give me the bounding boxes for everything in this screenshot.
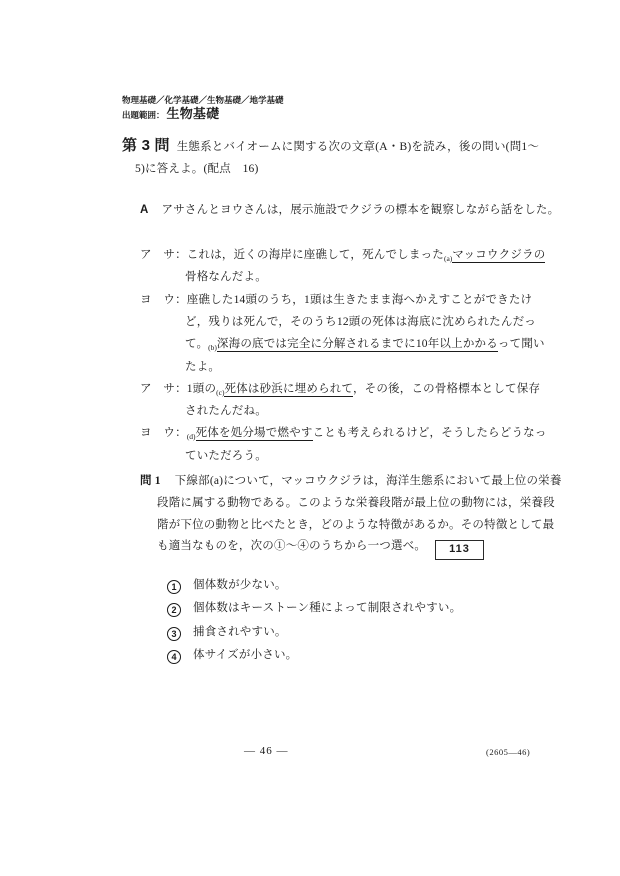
page-number: — 46 —: [244, 745, 289, 757]
dialogue-line: [140, 248, 545, 266]
underlined-phrase: マッコウクジラの: [452, 249, 546, 261]
section-a-intro: [140, 203, 559, 218]
text-run: て。: [185, 338, 209, 350]
text-run: ア サ：1頭の: [140, 383, 217, 395]
text-run: ア サ：これは，近くの海岸に座礁して，死んでしまった: [140, 249, 444, 261]
option-number-circle: 4: [167, 650, 181, 664]
option-label: 個体数はキーストーン種によって制限されやすい。: [193, 602, 462, 614]
question1-stem-text: 下線部(a)について，マッコウクジラは，海洋生態系において最上位の栄養: [174, 475, 562, 487]
dialogue-line: [140, 426, 547, 444]
annotation-marker: (b): [208, 343, 217, 352]
scope-label: 出題範囲：: [122, 110, 165, 120]
text-run: 骨格なんだよ。: [185, 271, 267, 283]
text-run: ど，残りは死んで，そのうち12頭の死体は海底に沈められたんだっ: [185, 316, 536, 328]
exam-scope-line: [122, 106, 219, 123]
text-run: たよ。: [185, 361, 221, 373]
dialogue-line: [185, 404, 267, 419]
option-number-circle: 1: [167, 580, 181, 594]
question3-lead: 生態系とバイオームに関する次の文章(A・B)を読み，後の問い(問1～: [176, 141, 540, 153]
annotation-marker: (c): [216, 388, 225, 397]
option-label: 個体数が少ない。: [193, 579, 287, 591]
question1-stem-line: [157, 496, 555, 511]
dialogue-line: [140, 382, 540, 400]
dialogue-line: [185, 449, 267, 464]
underlined-phrase: 死体を処分場で燃やす: [195, 427, 313, 439]
section-a-label: A: [140, 204, 149, 216]
dialogue-line: [185, 315, 536, 330]
question3-heading-line2: [135, 162, 259, 177]
dialogue-line: [185, 270, 267, 285]
question3-lead: 5)に答えよ。(配点 16): [135, 163, 259, 175]
dialogue-line: [185, 360, 220, 375]
text-run: されたんだね。: [185, 405, 267, 417]
question3-number: 第 3 問: [122, 137, 170, 154]
option-label: 体サイズが小さい。: [193, 649, 298, 661]
booklet-code: (2605—46): [486, 747, 531, 757]
annotation-marker: (a): [443, 254, 453, 263]
dialogue-line: [140, 293, 532, 308]
text-run: ていただろう。: [185, 450, 267, 462]
scope-title: 生物基礎: [166, 106, 220, 121]
question1-stem-line: [140, 474, 562, 489]
subject-list: 物理基礎／化学基礎／生物基礎／地学基礎: [122, 95, 284, 105]
option-number-circle: 3: [167, 627, 181, 641]
underlined-phrase: 深海の底では完全に分解されるまでに10年以上かかる: [216, 338, 498, 350]
option-row: [167, 648, 297, 664]
question1-stem-line: [157, 539, 484, 560]
question1-label: 問 1: [140, 475, 161, 487]
underlined-phrase: 死体は砂浜に埋められて: [224, 383, 353, 395]
option-row: [167, 625, 287, 641]
annotation-marker: (d): [186, 432, 196, 441]
question3-heading: [122, 138, 539, 155]
text-run: ，その後，この骨格標本として保存: [352, 383, 541, 395]
text-run: ヨ ウ：: [140, 427, 187, 439]
question1-stem-text: も適当なものを，次の①～④のうちから一つ選べ。: [157, 540, 427, 552]
text-run: って聞い: [497, 338, 545, 350]
option-row: [167, 601, 461, 617]
option-row: [167, 578, 287, 594]
dialogue-line: [185, 337, 545, 355]
option-label: 捕食されやすい。: [193, 626, 287, 638]
text-run: ことも考えられるけど，そうしたらどうなっ: [312, 427, 547, 439]
question1-stem-line: [157, 518, 554, 533]
option-number-circle: 2: [167, 603, 181, 617]
question1-stem-text: 段階に属する動物である。このような栄養段階が最上位の動物には，栄養段: [157, 497, 555, 509]
text-run: ヨ ウ：座礁した14頭のうち，1頭は生きたまま海へかえすことができたけ: [140, 294, 533, 306]
section-a-text: アサさんとヨウさんは，展示施設でクジラの標本を観察しながら話をした。: [161, 204, 560, 216]
question1-stem-text: 階が下位の動物と比べたとき，どのような特徴があるか。その特徴として最: [157, 519, 555, 531]
answer-number-box: 113: [435, 540, 484, 560]
